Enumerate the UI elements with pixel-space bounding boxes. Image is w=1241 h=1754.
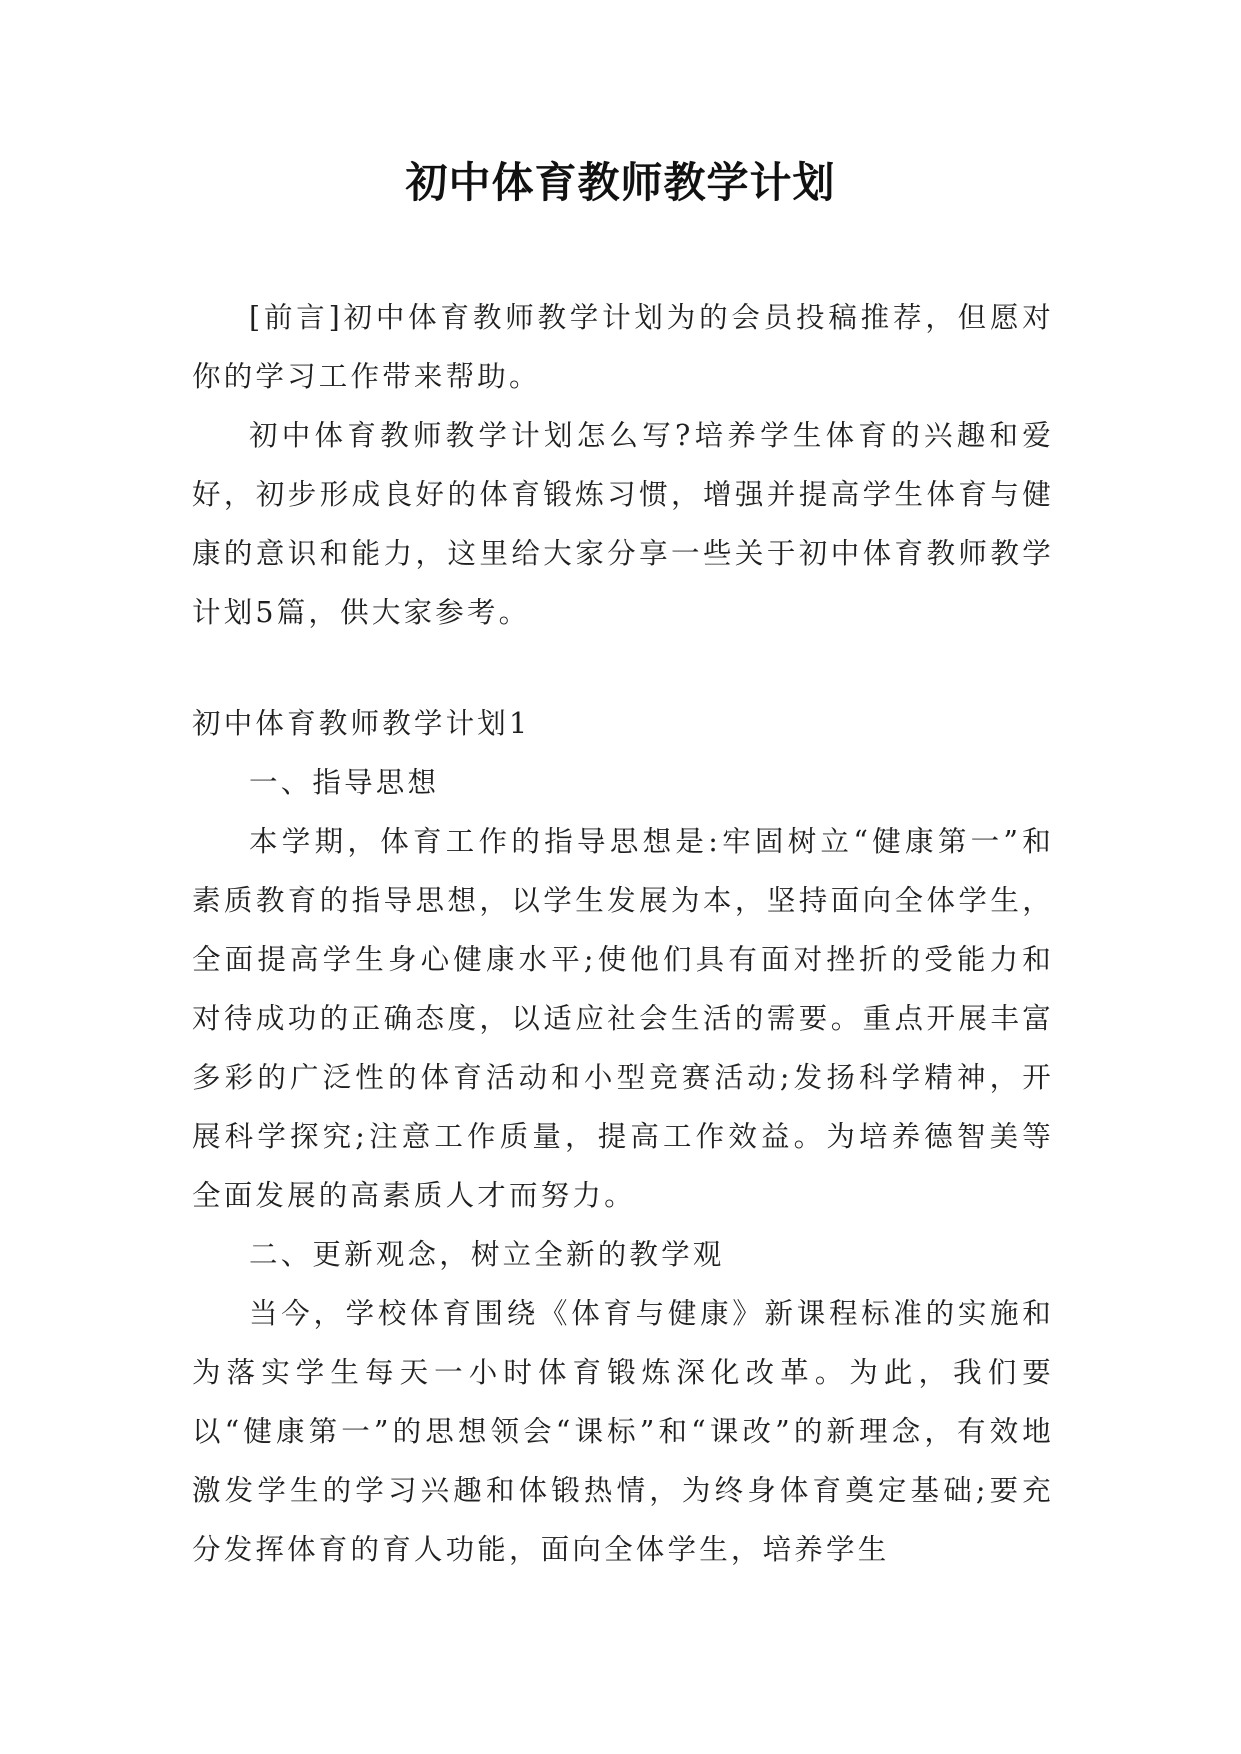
guiding-ideology-paragraph: 本学期，体育工作的指导思想是:牢固树立“健康第一”和素质教育的指导思想，以学生发展为本，坚持面向全体学生，全面提高学生身心健康水平;使他们具有面对挫折的受能力和对待成功的正确态度，以适应社会生活的需要。重点开展丰富多彩的广泛性的体育活动和小型竞赛活动;发扬科学精神，开展科学探究;注意工作质量，提高工作效益。为培养德智美等全面发展的高素质人才而努力。 <box>192 825 1054 1212</box>
update-concepts-paragraph: 当今，学校体育围绕《体育与健康》新课程标准的实施和为落实学生每天一小时体育锻炼深化改革。为此，我们要以“健康第一”的思想领会“课标”和“课改”的新理念，有效地激发学生的学习兴趣和体锻热情，为终身体育奠定基础;要充分发挥体育的育人功能，面向全体学生，培养学生 <box>192 1297 1054 1566</box>
document-title: 初中体育教师教学计划 <box>405 158 836 207</box>
heading-update-concepts: 二、更新观念，树立全新的教学观 <box>249 1238 725 1271</box>
intro-block <box>192 288 1054 642</box>
section-1-block <box>192 694 1054 1579</box>
heading-guiding-ideology: 一、指导思想 <box>249 766 440 799</box>
preface-paragraph: [前言]初中体育教师教学计划为的会员投稿推荐，但愿对你的学习工作带来帮助。 <box>192 301 1054 393</box>
intro-paragraph: 初中体育教师教学计划怎么写?培养学生体育的兴趣和爱好，初步形成良好的体育锻炼习惯，增强并提高学生体育与健康的意识和能力，这里给大家分享一些关于初中体育教师教学计划5篇，供大家参考。 <box>192 419 1054 629</box>
section-title: 初中体育教师教学计划1 <box>192 707 531 740</box>
